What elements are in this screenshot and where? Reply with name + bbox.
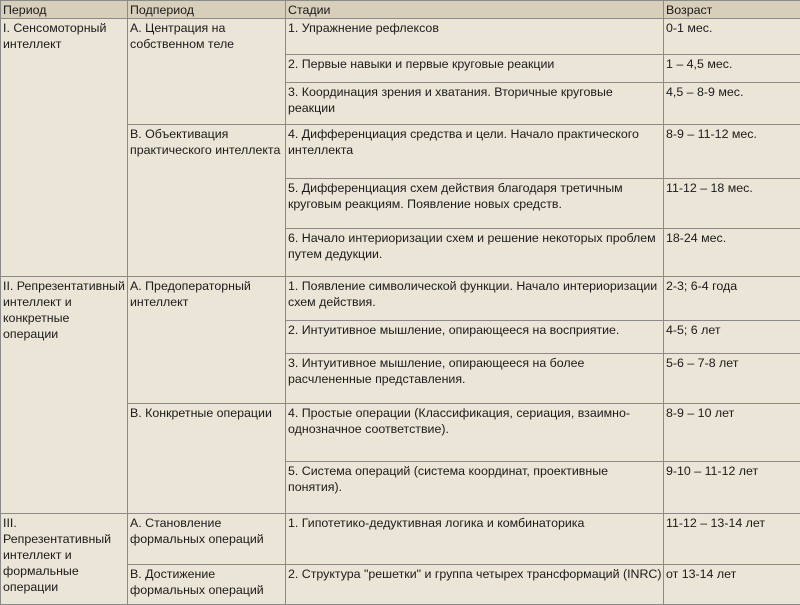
subperiod-cell: А. Предоператорный интеллект xyxy=(128,277,286,404)
header-row xyxy=(1,1,800,19)
stage-cell: 5. Дифференциация схем действия благодаря третичным круговым реакциям. Появление новых средств. xyxy=(286,179,664,229)
age-cell: от 13-14 лет xyxy=(664,565,800,605)
subperiod-cell: В. Достижение формальных операций xyxy=(128,565,286,605)
period-cell: III. Репрезентативный интеллект и формальные операции xyxy=(1,514,128,605)
table-row xyxy=(1,514,800,565)
period-cell: II. Репрезентативный интеллект и конкретные операции xyxy=(1,277,128,514)
stage-cell: 3. Интуитивное мышление, опирающееся на более расчлененные представления. xyxy=(286,354,664,404)
table-row xyxy=(1,19,800,55)
header-period: Период xyxy=(1,1,128,19)
table-row xyxy=(1,277,800,321)
stage-cell: 2. Первые навыки и первые круговые реакции xyxy=(286,55,664,83)
age-cell: 8-9 – 11-12 мес. xyxy=(664,125,800,179)
age-cell: 11-12 – 18 мес. xyxy=(664,179,800,229)
subperiod-cell: В. Конкретные операции xyxy=(128,404,286,514)
age-cell: 4,5 – 8-9 мес. xyxy=(664,83,800,125)
age-cell: 8-9 – 10 лет xyxy=(664,404,800,462)
header-age: Возраст xyxy=(664,1,800,19)
stage-cell: 3. Координация зрения и хватания. Вторичные круговые реакции xyxy=(286,83,664,125)
subperiod-cell: А. Становление формальных операций xyxy=(128,514,286,565)
period-cell: I. Сенсомоторный интеллект xyxy=(1,19,128,277)
header-stages: Стадии xyxy=(286,1,664,19)
subperiod-cell: А. Центрация на собственном теле xyxy=(128,19,286,125)
age-cell: 4-5; 6 лет xyxy=(664,321,800,354)
stage-cell: 2. Структура "решетки" и группа четырех трансформаций (INRC) xyxy=(286,565,664,605)
age-cell: 2-3; 6-4 года xyxy=(664,277,800,321)
stage-cell: 4. Простые операции (Классификация, сериация, взаимно-однозначное соответствие). xyxy=(286,404,664,462)
stage-cell: 1. Упражнение рефлексов xyxy=(286,19,664,55)
stage-cell: 4. Дифференциация средства и цели. Начало практического интеллекта xyxy=(286,125,664,179)
header-subperiod: Подпериод xyxy=(128,1,286,19)
age-cell: 1 – 4,5 мес. xyxy=(664,55,800,83)
stage-cell: 5. Система операций (система координат, проективные понятия). xyxy=(286,462,664,514)
age-cell: 11-12 – 13-14 лет xyxy=(664,514,800,565)
subperiod-cell: В. Объективация практического интеллекта xyxy=(128,125,286,277)
stage-cell: 2. Интуитивное мышление, опирающееся на восприятие. xyxy=(286,321,664,354)
age-cell: 9-10 – 11-12 лет xyxy=(664,462,800,514)
stage-cell: 1. Появление символической функции. Начало интериоризации схем действия. xyxy=(286,277,664,321)
age-cell: 0-1 мес. xyxy=(664,19,800,55)
age-cell: 18-24 мес. xyxy=(664,229,800,277)
age-cell: 5-6 – 7-8 лет xyxy=(664,354,800,404)
stage-cell: 1. Гипотетико-дедуктивная логика и комбинаторика xyxy=(286,514,664,565)
stage-cell: 6. Начало интериоризации схем и решение некоторых проблем путем дедукции. xyxy=(286,229,664,277)
